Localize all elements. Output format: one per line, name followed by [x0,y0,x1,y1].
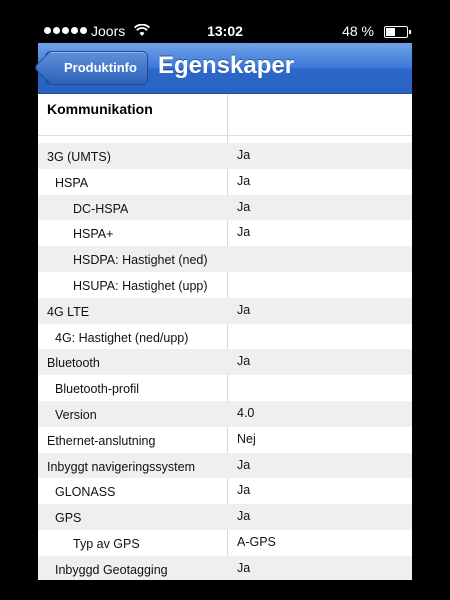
row-label: Ethernet-anslutning [47,433,156,448]
table-row[interactable] [38,375,412,401]
row-label: 3G (UMTS) [47,150,111,164]
row-label: 4G: Hastighet (ned/upp) [55,330,189,345]
battery-percentage: 48 % [342,23,374,39]
row-value: Ja [237,354,251,369]
row-label: Inbyggt navigeringssystem [47,459,195,474]
table-row[interactable] [38,401,412,427]
navigation-bar [38,43,412,94]
battery-icon [384,26,408,38]
row-value: Ja [237,483,251,498]
table-row[interactable] [38,530,412,556]
row-value: Nej [237,431,256,446]
table-row[interactable] [38,298,412,324]
table-row[interactable] [38,556,412,580]
table-row[interactable] [38,272,412,298]
row-value: Ja [237,457,251,472]
carrier-name: Joors [91,23,126,39]
row-value: Ja [237,225,251,240]
table-row[interactable] [38,246,412,272]
row-value: Ja [237,302,251,317]
row-value: Ja [237,509,251,524]
status-bar [38,22,412,42]
table-row[interactable] [38,195,412,221]
table-row[interactable] [38,324,412,350]
table-row[interactable] [38,169,412,195]
row-label: Inbyggd Geotagging [55,562,168,577]
row-label: HSPA [55,175,89,190]
section-title: Kommunikation [47,101,153,117]
row-label: HSDPA: Hastighet (ned) [73,253,208,268]
section-header [38,94,412,136]
table-row[interactable] [38,453,412,479]
row-label: Version [55,407,97,422]
table-row[interactable] [38,220,412,246]
row-value: Ja [237,148,251,162]
table-row[interactable] [38,504,412,530]
row-label: Bluetooth-profil [55,382,140,397]
back-button[interactable] [45,51,148,85]
row-label: 4G LTE [47,304,90,319]
row-value: Ja [237,199,251,214]
page-title: Egenskaper [158,52,295,79]
row-label: HSUPA: Hastighet (upp) [73,278,208,293]
clock: 13:02 [207,23,243,39]
row-value: A-GPS [237,534,276,549]
row-label: GLONASS [55,485,116,500]
table-row[interactable] [38,427,412,453]
row-label: HSPA+ [73,227,114,242]
properties-table[interactable] [38,94,412,580]
row-label: GPS [55,511,82,526]
row-label: Typ av GPS [73,536,140,551]
row-value: Ja [237,173,251,188]
row-label: DC-HSPA [73,201,129,216]
row-label: Bluetooth [47,356,100,371]
table-row[interactable] [38,478,412,504]
table-row[interactable] [38,349,412,375]
row-value: Ja [237,560,251,575]
table-row[interactable] [38,143,412,169]
back-button-label: Produktinfo [64,60,137,75]
row-value: 4.0 [237,405,255,420]
